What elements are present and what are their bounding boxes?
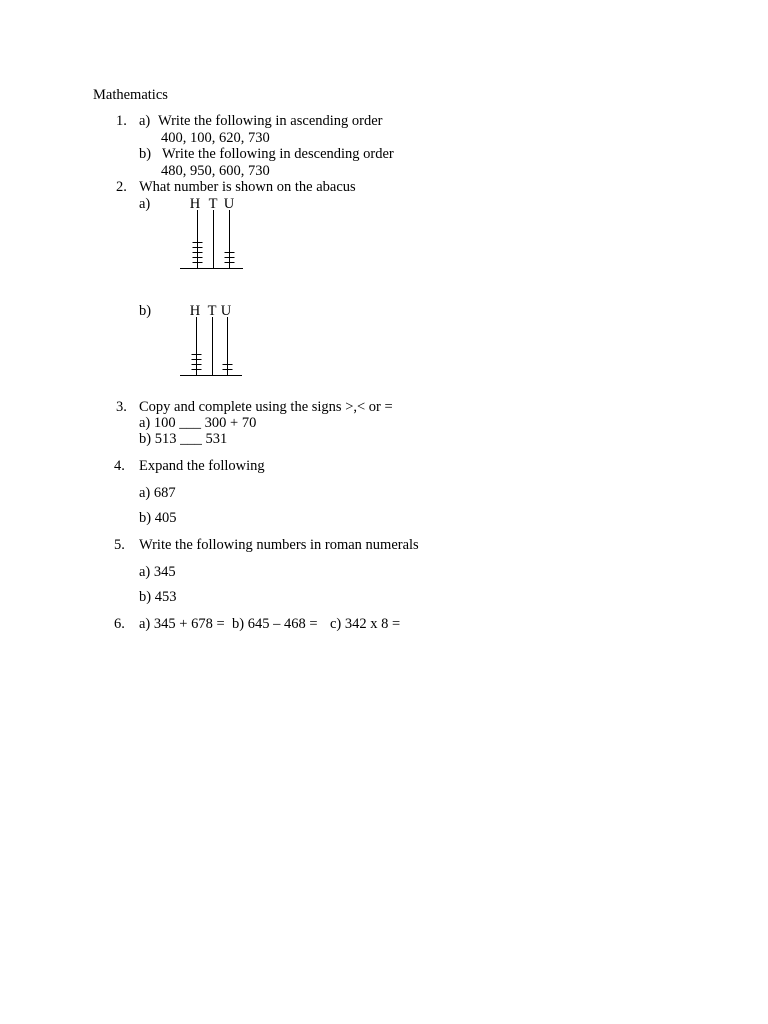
question-number: 5. — [114, 537, 125, 553]
question-number: 2. — [116, 179, 127, 195]
part-label: b) — [139, 146, 152, 162]
question-part: a) 345 — [139, 564, 176, 580]
rod-label-units: U — [220, 303, 232, 319]
rod-label-hundreds: H — [189, 303, 201, 319]
question-part: a) 345 + 678 = — [139, 616, 225, 632]
question-number: 1. — [116, 113, 127, 129]
part-label: b) — [139, 303, 152, 319]
part-label: a) — [139, 196, 151, 212]
abacus-b — [178, 301, 246, 379]
question-text: Write the following numbers in roman numerals — [139, 537, 419, 553]
page-title: Mathematics — [93, 87, 168, 103]
question-part: a) 687 — [139, 485, 176, 501]
question-part: b) 513 ___ 531 — [139, 431, 228, 447]
question-number: 4. — [114, 458, 125, 474]
question-part: a) 100 ___ 300 + 70 — [139, 415, 257, 431]
rod-label-units: U — [223, 196, 235, 212]
question-part: b) 453 — [139, 589, 177, 605]
question-part: b) 645 – 468 = — [232, 616, 318, 632]
rod-label-tens: T — [208, 196, 218, 212]
question-text: Expand the following — [139, 458, 265, 474]
number-list: 400, 100, 620, 730 — [161, 130, 270, 146]
question-text: Write the following in descending order — [162, 146, 394, 162]
question-text: Copy and complete using the signs >,< or = — [139, 399, 393, 415]
number-list: 480, 950, 600, 730 — [161, 163, 270, 179]
rod-label-hundreds: H — [189, 196, 201, 212]
abacus-a — [178, 194, 246, 272]
question-part: c) 342 x 8 = — [330, 616, 401, 632]
question-text: What number is shown on the abacus — [139, 179, 356, 195]
rod-label-tens: T — [207, 303, 217, 319]
question-part: b) 405 — [139, 510, 177, 526]
question-number: 6. — [114, 616, 125, 632]
part-label: a) — [139, 113, 151, 129]
question-text: Write the following in ascending order — [158, 113, 383, 129]
question-number: 3. — [116, 399, 127, 415]
